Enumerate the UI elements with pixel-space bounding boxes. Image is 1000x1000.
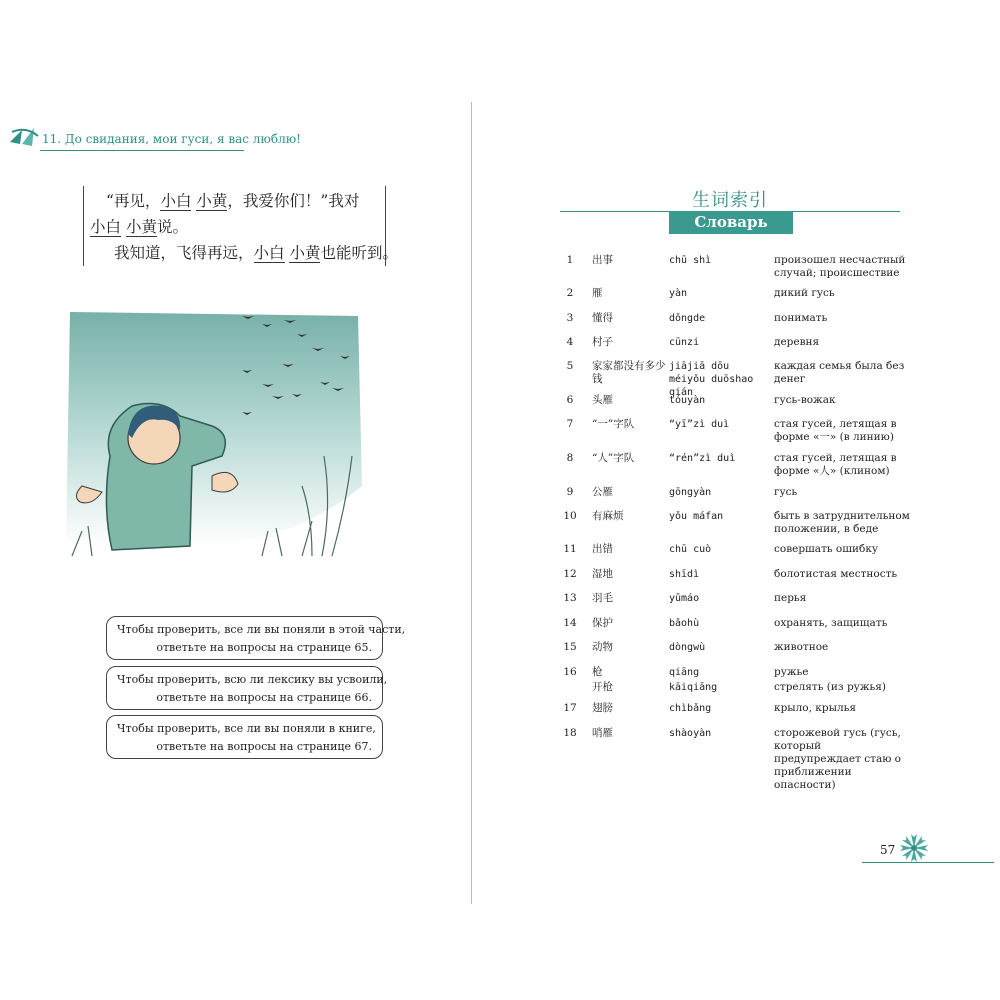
vocab-word: 出事 xyxy=(592,254,613,266)
vocab-word: 保护 xyxy=(592,617,613,629)
name-xiaobai: 小白 xyxy=(253,244,285,262)
check-text: ответьте на вопросы на странице 65. xyxy=(156,641,372,654)
quote-line-2 xyxy=(90,214,379,240)
vocab-number: 11 xyxy=(563,543,577,555)
vocab-word: 公雁 xyxy=(592,486,613,498)
vocab-pinyin: chìbǎng xyxy=(669,703,712,714)
page-number: 57 xyxy=(880,843,896,857)
vocab-pinyin: shīdì xyxy=(669,569,700,580)
quote-text: 也能听到。 xyxy=(320,244,398,262)
vocab-word: 雁 xyxy=(592,287,603,299)
vocab-pinyin: chū cuò xyxy=(669,544,712,555)
vocab-word: 哨雁 xyxy=(592,727,613,739)
vocab-translation xyxy=(774,666,924,694)
vocab-number: 15 xyxy=(563,641,577,653)
quote-text: ，我爱你们！”我对 xyxy=(227,192,360,210)
vocab-pinyin: gōngyàn xyxy=(669,487,712,498)
name-xiaobai: 小白 xyxy=(160,192,192,210)
check-text: Чтобы проверить, все ли вы поняли в этой части, xyxy=(117,623,406,636)
vocab-number: 1 xyxy=(566,254,574,266)
book-spine-divider xyxy=(471,102,472,904)
vocab-translation: понимать xyxy=(774,312,828,324)
vocab-word: “人”字队 xyxy=(592,452,635,464)
vocab-pinyin: jiājiā dōu méiyǒu duōshao qián xyxy=(669,361,754,398)
vocab-word: 懂得 xyxy=(592,312,613,324)
vocab-number: 10 xyxy=(563,510,577,522)
vocab-pinyin: bǎohù xyxy=(669,618,700,629)
vocab-word: 羽毛 xyxy=(592,592,613,604)
vocab-number: 18 xyxy=(563,727,577,739)
vocab-translation-line: стрелять (из ружья) xyxy=(774,681,886,693)
vocab-translation: деревня xyxy=(774,336,820,348)
vocab-translation: перья xyxy=(774,592,807,604)
vocab-translation: животное xyxy=(774,641,829,653)
vocab-pinyin xyxy=(669,666,769,694)
chapter-logo-icon xyxy=(8,124,44,150)
dictionary-title-russian: Словарь xyxy=(669,211,793,234)
chapter-title: 11. До свидания, мои гуси, я вас люблю! xyxy=(42,132,301,146)
check-box-2 xyxy=(106,666,388,710)
name-xiaohuang: 小黄 xyxy=(289,244,321,262)
quote-text: 我知道，飞得再远， xyxy=(114,244,254,262)
quote-text: 说。 xyxy=(156,218,188,236)
flower-ornament-icon xyxy=(898,832,930,864)
vocab-translation: каждая семья была без денег xyxy=(774,360,905,385)
vocab-translation: совершать ошибку xyxy=(774,543,879,555)
vocab-number: 16 xyxy=(563,666,577,678)
vocab-word xyxy=(592,666,666,694)
vocab-translation: крыло, крылья xyxy=(774,702,856,714)
vocab-number: 6 xyxy=(566,394,574,406)
vocab-translation: дикий гусь xyxy=(774,287,835,299)
vocab-number: 3 xyxy=(566,312,574,324)
vocab-pinyin: “rén”zì duì xyxy=(669,453,736,464)
vocab-word: 动物 xyxy=(592,641,613,653)
vocab-pinyin-line: kāiqiāng xyxy=(669,682,718,693)
header-divider xyxy=(40,150,244,151)
vocab-pinyin-line: qiāng xyxy=(669,667,700,678)
quote-line-3 xyxy=(90,240,398,266)
name-xiaobai: 小白 xyxy=(90,218,122,236)
vocab-pinyin: yàn xyxy=(669,288,688,299)
check-text: ответьте на вопросы на странице 67. xyxy=(156,740,372,753)
vocab-number: 13 xyxy=(563,592,577,604)
vocab-translation: произошел несчастный случай; происшествие xyxy=(774,254,906,279)
vocab-translation-line: ружье xyxy=(774,666,809,678)
vocab-word: 出错 xyxy=(592,543,613,555)
vocab-number: 8 xyxy=(566,452,574,464)
vocab-translation: болотистая местность xyxy=(774,568,898,580)
vocab-word: 村子 xyxy=(592,336,613,348)
vocab-word: 有麻烦 xyxy=(592,510,624,522)
vocab-word: 家家都没有多少钱 xyxy=(592,360,666,385)
quote-text: “再见， xyxy=(106,192,161,210)
name-xiaohuang: 小黄 xyxy=(125,218,157,236)
check-text: Чтобы проверить, всю ли лексику вы усвоили, xyxy=(117,673,388,686)
vocab-number: 12 xyxy=(563,568,577,580)
vocab-pinyin: yǔmáo xyxy=(669,593,700,604)
check-text: Чтобы проверить, все ли вы поняли в книге, xyxy=(117,722,376,735)
vocab-number: 7 xyxy=(566,418,574,430)
vocab-translation: быть в затруднительном положении, в беде xyxy=(774,510,910,535)
vocab-pinyin: chū shì xyxy=(669,255,712,266)
story-quote xyxy=(83,186,398,266)
vocab-pinyin: dǒngde xyxy=(669,313,706,324)
vocab-word-line: 开枪 xyxy=(592,681,613,693)
check-text: ответьте на вопросы на странице 66. xyxy=(156,691,372,704)
vocab-pinyin: tóuyàn xyxy=(669,395,706,406)
vocab-translation: гусь xyxy=(774,486,798,498)
vocab-word-line: 枪 xyxy=(592,666,603,678)
vocab-word: 翅膀 xyxy=(592,702,613,714)
vocab-pinyin: cūnzi xyxy=(669,337,700,348)
check-box-1 xyxy=(106,616,406,660)
quote-line-1 xyxy=(90,188,379,214)
vocab-pinyin: shàoyàn xyxy=(669,728,712,739)
name-xiaohuang: 小黄 xyxy=(196,192,228,210)
dictionary-title-chinese: 生词索引 xyxy=(692,190,768,211)
vocab-word: 湿地 xyxy=(592,568,613,580)
vocab-pinyin: dòngwù xyxy=(669,642,706,653)
check-box-3 xyxy=(106,715,383,759)
vocab-number: 5 xyxy=(566,360,574,372)
vocab-pinyin: “yī”zì duì xyxy=(669,419,730,430)
vocab-translation: гусь-вожак xyxy=(774,394,836,406)
vocab-word: “一”字队 xyxy=(592,418,635,430)
page-number-rule xyxy=(862,862,994,863)
vocab-number: 14 xyxy=(563,617,577,629)
vocab-translation: сторожевой гусь (гусь, который предупреждает стаю о приближении опасности) xyxy=(774,727,902,791)
vocab-translation: стая гусей, летящая в форме «人» (клином) xyxy=(774,452,897,477)
vocab-number: 17 xyxy=(563,702,577,714)
vocab-number: 9 xyxy=(566,486,574,498)
vocab-number: 2 xyxy=(566,287,574,299)
vocab-word: 头雁 xyxy=(592,394,613,406)
vocab-number: 4 xyxy=(566,336,574,348)
boy-and-geese-illustration xyxy=(62,306,364,568)
vocab-translation: стая гусей, летящая в форме «一» (в линию) xyxy=(774,418,897,443)
vocab-translation: охранять, защищать xyxy=(774,617,888,629)
vocab-pinyin: yǒu máfan xyxy=(669,511,724,522)
